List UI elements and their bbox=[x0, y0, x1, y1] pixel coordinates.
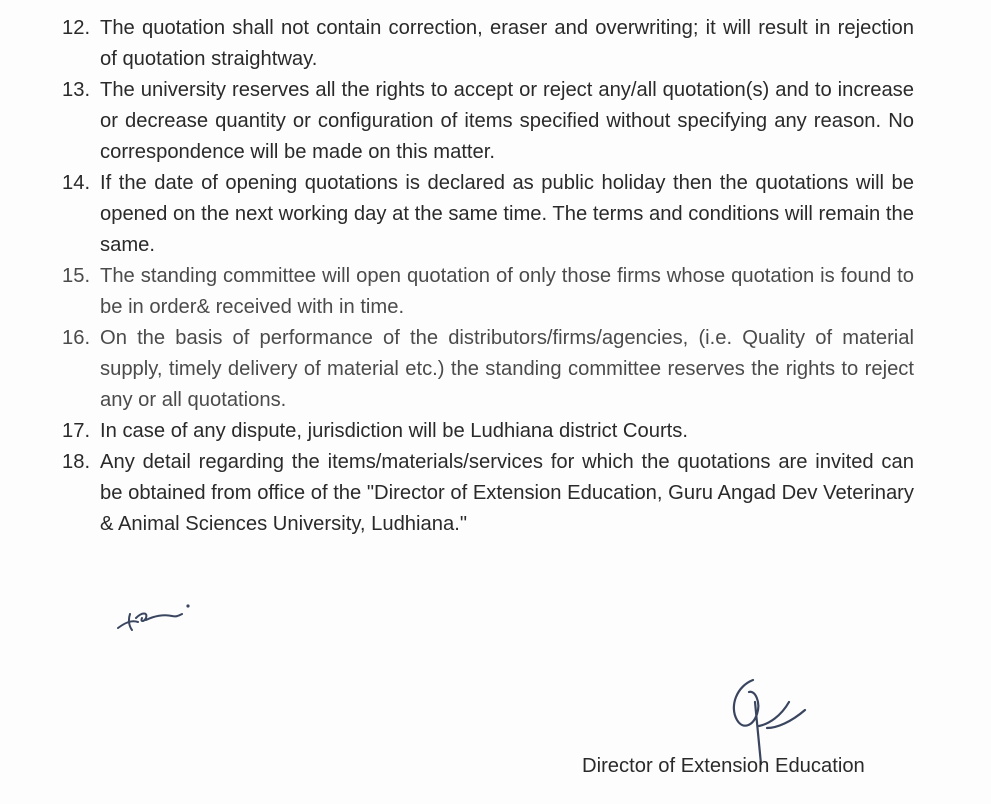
clause-number: 14. bbox=[62, 172, 91, 194]
clause-15 bbox=[62, 261, 914, 323]
clause-text: On the basis of performance of the distributors/firms/agencies, (i.e. Quality of material supply, timely delivery of material etc.) the standing committee reserves the rights to reject any or all quotations. bbox=[100, 327, 914, 411]
clause-number: 18. bbox=[62, 451, 91, 473]
clause-number: 16. bbox=[62, 327, 91, 349]
clause-12 bbox=[62, 13, 914, 75]
clause-text: In case of any dispute, jurisdiction will be Ludhiana district Courts. bbox=[100, 420, 688, 442]
clause-18 bbox=[62, 447, 914, 540]
clause-text: Any detail regarding the items/materials/services for which the quotations are invited can be obtained from office of the "Director of Extension Education, Guru Angad Dev Veterinary & Animal Sciences University, Ludhiana." bbox=[100, 451, 914, 535]
terms-list bbox=[62, 13, 914, 540]
clause-number: 15. bbox=[62, 265, 91, 287]
clause-text: The quotation shall not contain correction, eraser and overwriting; it will result in rejection of quotation straightway. bbox=[100, 17, 914, 70]
clause-number: 12. bbox=[62, 17, 91, 39]
clause-number: 17. bbox=[62, 420, 91, 442]
initials-mark bbox=[112, 592, 196, 636]
clause-text: The standing committee will open quotation of only those firms whose quotation is found to be in order& received with in time. bbox=[100, 265, 914, 318]
clause-number: 13. bbox=[62, 79, 91, 101]
clause-text: If the date of opening quotations is declared as public holiday then the quotations will be opened on the next working day at the same time. The terms and conditions will remain the same. bbox=[100, 172, 914, 256]
signatory-designation: Director of Extension Education bbox=[582, 755, 865, 777]
clause-text: The university reserves all the rights to accept or reject any/all quotation(s) and to increase or decrease quantity or configuration of items specified without specifying any reason. No correspondence will be made on this matter. bbox=[100, 79, 914, 163]
clause-16 bbox=[62, 323, 914, 416]
clause-17 bbox=[62, 416, 914, 447]
clause-14 bbox=[62, 168, 914, 261]
clause-13 bbox=[62, 75, 914, 168]
